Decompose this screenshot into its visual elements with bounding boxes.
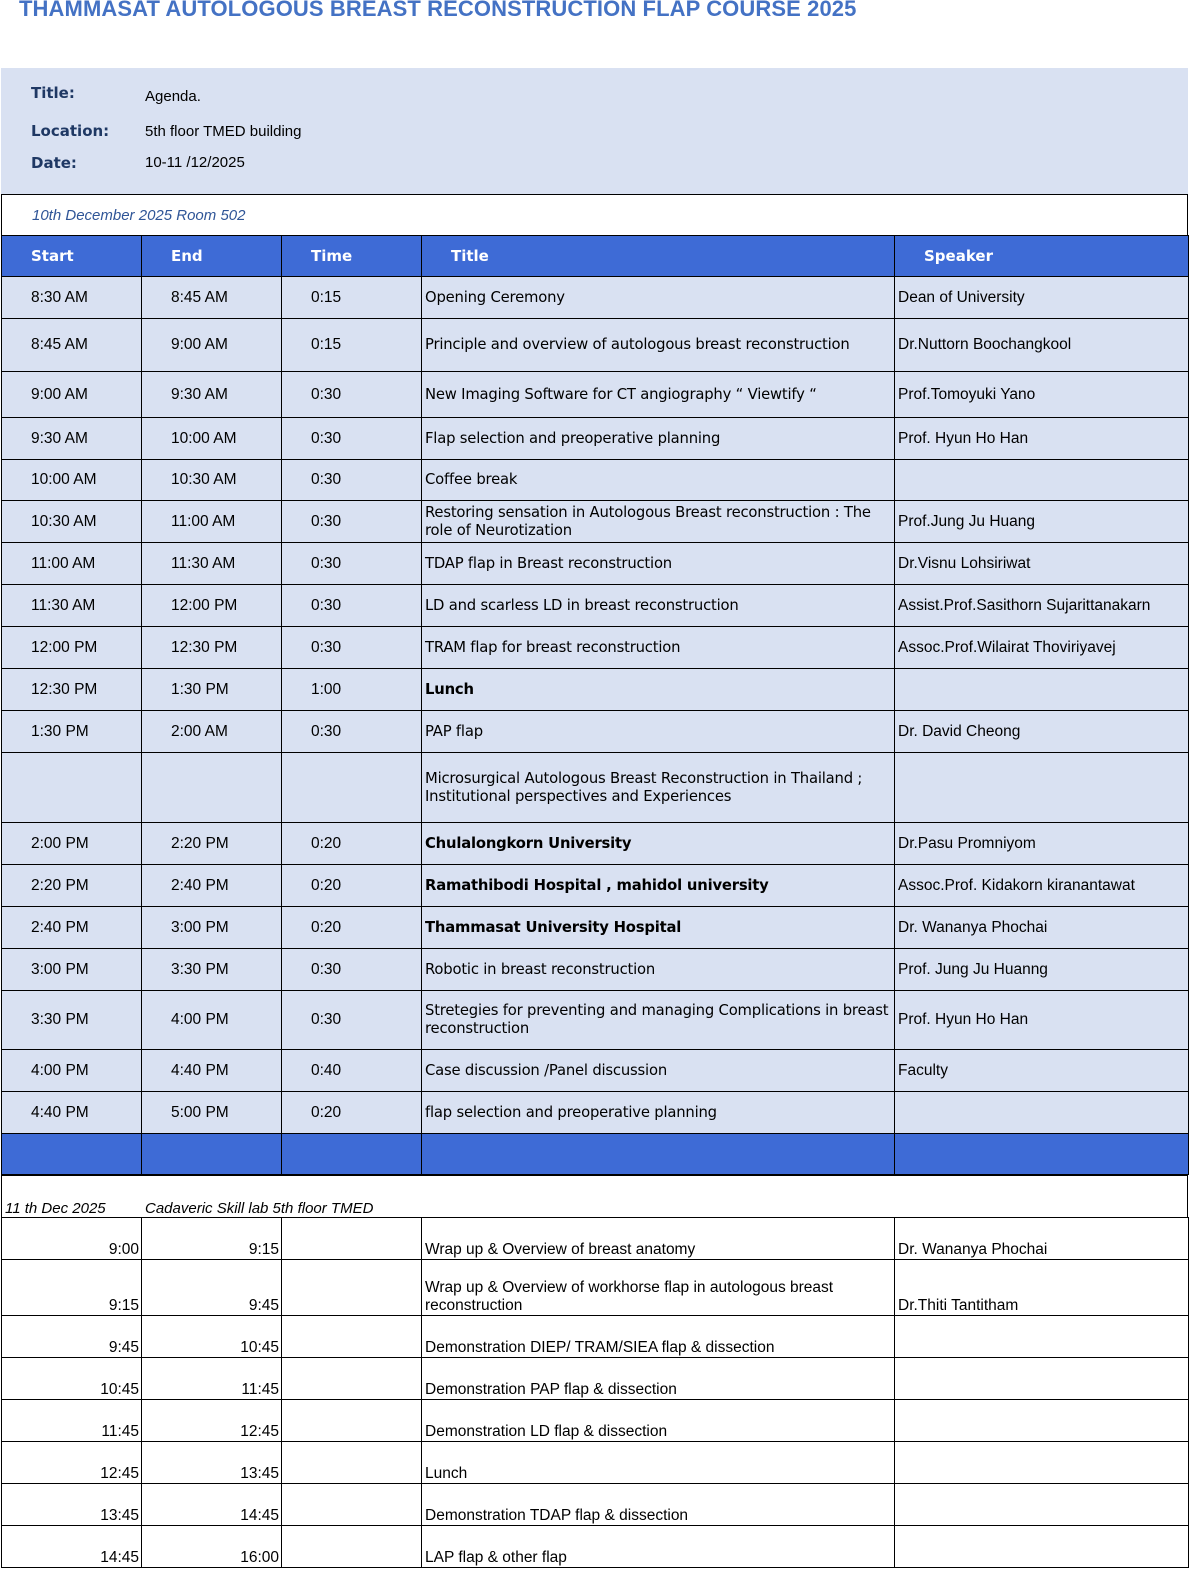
session-title-text: Opening Ceremony xyxy=(425,288,565,306)
lab-end-time: 12:45 xyxy=(142,1400,282,1442)
session-title xyxy=(422,669,895,711)
end-time xyxy=(142,949,282,991)
duration-text: 0:30 xyxy=(311,722,342,740)
end-time xyxy=(142,543,282,585)
end-time xyxy=(142,319,282,372)
agenda-row xyxy=(2,372,1189,418)
lab-speaker: Dr.Thiti Tantitham xyxy=(895,1260,1189,1316)
speaker-name xyxy=(895,669,1189,711)
end-time xyxy=(142,753,282,823)
speaker-name-text: Prof. Hyun Ho Han xyxy=(898,429,1029,447)
end-time xyxy=(142,1092,282,1134)
lab-blank xyxy=(282,1260,422,1316)
start-time xyxy=(2,277,142,319)
duration-text: 1:00 xyxy=(311,680,342,698)
speaker-name xyxy=(895,501,1189,543)
duration-text: 0:30 xyxy=(311,638,342,656)
start-time xyxy=(2,1092,142,1134)
end-time xyxy=(142,585,282,627)
speaker-name xyxy=(895,627,1189,669)
session-title-text: Coffee break xyxy=(425,471,518,488)
session-title-text: Principle and overview of autologous breast reconstruction xyxy=(425,336,850,353)
location-label: Location: xyxy=(31,122,110,140)
session-title-text: Ramathibodi Hospital , mahidol university xyxy=(425,876,769,894)
footer-band-cell xyxy=(422,1134,895,1175)
session-title-text: Case discussion /Panel discussion xyxy=(425,1061,667,1079)
agenda-row xyxy=(2,711,1189,753)
duration-text: 0:30 xyxy=(311,471,342,488)
lab-start-time: 9:15 xyxy=(2,1260,142,1316)
day2-date: 11 th Dec 2025 xyxy=(5,1200,106,1217)
session-title xyxy=(422,907,895,949)
duration-text: 0:20 xyxy=(311,876,342,894)
day2-agenda-table xyxy=(1,1217,1189,1568)
start-time-text: 4:00 PM xyxy=(31,1061,89,1079)
end-time-text: 4:00 PM xyxy=(171,1011,229,1028)
speaker-name xyxy=(895,585,1189,627)
agenda-row xyxy=(2,753,1189,823)
end-time-text: 10:00 AM xyxy=(171,429,237,447)
speaker-name-text: Prof. Jung Ju Huanng xyxy=(898,960,1048,978)
start-time-text: 1:30 PM xyxy=(31,722,89,740)
session-title xyxy=(422,319,895,372)
session-title-text: Stretegies for preventing and managing Complications in breast reconstruction xyxy=(425,1002,889,1037)
speaker-name-text: Prof.Jung Ju Huang xyxy=(898,512,1036,530)
lab-row xyxy=(2,1218,1189,1260)
start-time-text: 9:00 AM xyxy=(31,385,88,403)
session-title xyxy=(422,1092,895,1134)
start-time xyxy=(2,460,142,501)
table-footer-band xyxy=(2,1134,1189,1175)
duration xyxy=(282,823,422,865)
agenda-row xyxy=(2,418,1189,460)
agenda-row xyxy=(2,949,1189,991)
duration xyxy=(282,991,422,1050)
day2-venue: Cadaveric Skill lab 5th floor TMED xyxy=(145,1200,374,1217)
footer-band-cell xyxy=(142,1134,282,1175)
end-time xyxy=(142,460,282,501)
start-time-text: 3:30 PM xyxy=(31,1011,89,1028)
lab-title: Demonstration LD flap & dissection xyxy=(422,1400,895,1442)
start-time-text: 2:00 PM xyxy=(31,834,89,852)
start-time-text: 11:30 AM xyxy=(31,596,96,614)
session-title xyxy=(422,418,895,460)
speaker-name-text: Dr.Visnu Lohsiriwat xyxy=(898,554,1031,572)
lab-title: Demonstration DIEP/ TRAM/SIEA flap & dissection xyxy=(422,1316,895,1358)
start-time xyxy=(2,372,142,418)
end-time-text: 9:00 AM xyxy=(171,336,228,353)
duration xyxy=(282,949,422,991)
session-title xyxy=(422,823,895,865)
session-title-text: New Imaging Software for CT angiography “ Viewtify “ xyxy=(425,385,817,403)
session-title-text: Lunch xyxy=(425,680,474,698)
session-title-text: TRAM flap for breast reconstruction xyxy=(425,638,681,656)
session-title xyxy=(422,991,895,1050)
session-title xyxy=(422,1050,895,1092)
location-value: 5th floor TMED building xyxy=(145,123,302,140)
end-time xyxy=(142,711,282,753)
speaker-name xyxy=(895,991,1189,1050)
start-time xyxy=(2,865,142,907)
lab-start-time: 11:45 xyxy=(2,1400,142,1442)
end-time-text: 4:40 PM xyxy=(171,1061,229,1079)
end-time-text: 3:30 PM xyxy=(171,960,229,978)
end-time-text: 1:30 PM xyxy=(171,680,229,698)
agenda-row xyxy=(2,460,1189,501)
start-time xyxy=(2,823,142,865)
end-time-text: 12:30 PM xyxy=(171,638,238,656)
lab-start-time: 13:45 xyxy=(2,1484,142,1526)
session-title-text: flap selection and preoperative planning xyxy=(425,1103,717,1121)
speaker-name xyxy=(895,543,1189,585)
lab-row xyxy=(2,1260,1189,1316)
col-header-title: Title xyxy=(422,236,895,277)
end-time-text: 10:30 AM xyxy=(171,471,237,488)
speaker-name-text: Dr.Pasu Promniyom xyxy=(898,834,1036,852)
page-title: THAMMASAT AUTOLOGOUS BREAST RECONSTRUCTION FLAP COURSE 2025 xyxy=(19,0,857,21)
lab-blank xyxy=(282,1316,422,1358)
start-time-text: 2:40 PM xyxy=(31,918,89,936)
lab-start-time: 9:45 xyxy=(2,1316,142,1358)
lab-title: LAP flap & other flap xyxy=(422,1526,895,1568)
duration-text: 0:30 xyxy=(311,1011,342,1028)
speaker-name xyxy=(895,907,1189,949)
duration-text: 0:20 xyxy=(311,1103,342,1121)
duration xyxy=(282,669,422,711)
day1-heading: 10th December 2025 Room 502 xyxy=(32,207,246,224)
end-time xyxy=(142,1050,282,1092)
session-title xyxy=(422,460,895,501)
session-title xyxy=(422,949,895,991)
day2-heading-bar xyxy=(1,1175,1188,1217)
lab-start-time: 14:45 xyxy=(2,1526,142,1568)
start-time xyxy=(2,543,142,585)
duration xyxy=(282,585,422,627)
lab-speaker xyxy=(895,1526,1189,1568)
speaker-name-text: Assist.Prof.Sasithorn Sujarittanakarn xyxy=(898,596,1151,614)
session-title-text: LD and scarless LD in breast reconstruction xyxy=(425,596,739,614)
title-value: Agenda. xyxy=(145,88,201,105)
agenda-row xyxy=(2,501,1189,543)
speaker-name xyxy=(895,418,1189,460)
col-header-time: Time xyxy=(282,236,422,277)
col-header-start: Start xyxy=(2,236,142,277)
end-time xyxy=(142,418,282,460)
start-time-text: 4:40 PM xyxy=(31,1103,89,1121)
day1-agenda-table xyxy=(1,235,1189,1175)
end-time-text: 2:00 AM xyxy=(171,722,228,740)
speaker-name-text: Prof. Hyun Ho Han xyxy=(898,1011,1029,1028)
session-title xyxy=(422,277,895,319)
duration-text: 0:15 xyxy=(311,336,342,353)
lab-speaker xyxy=(895,1400,1189,1442)
session-title xyxy=(422,711,895,753)
lab-row xyxy=(2,1316,1189,1358)
speaker-name xyxy=(895,372,1189,418)
lab-blank xyxy=(282,1442,422,1484)
footer-band-cell xyxy=(895,1134,1189,1175)
session-title-text: TDAP flap in Breast reconstruction xyxy=(425,554,672,572)
duration xyxy=(282,711,422,753)
lab-row xyxy=(2,1400,1189,1442)
speaker-name xyxy=(895,1050,1189,1092)
lab-title: Lunch xyxy=(422,1442,895,1484)
speaker-name-text: Dean of University xyxy=(898,288,1025,306)
session-title-text: PAP flap xyxy=(425,722,483,740)
agenda-row xyxy=(2,543,1189,585)
title-label: Title: xyxy=(31,84,75,102)
lab-row xyxy=(2,1358,1189,1400)
speaker-name xyxy=(895,319,1189,372)
session-title xyxy=(422,753,895,823)
agenda-row xyxy=(2,907,1189,949)
duration xyxy=(282,753,422,823)
duration xyxy=(282,460,422,501)
speaker-name xyxy=(895,1092,1189,1134)
lab-end-time: 14:45 xyxy=(142,1484,282,1526)
speaker-name xyxy=(895,460,1189,501)
lab-title: Demonstration PAP flap & dissection xyxy=(422,1358,895,1400)
lab-start-time: 10:45 xyxy=(2,1358,142,1400)
start-time xyxy=(2,753,142,823)
speaker-name-text: Assoc.Prof. Kidakorn kiranantawat xyxy=(898,876,1135,894)
start-time xyxy=(2,1050,142,1092)
lab-speaker: Dr. Wananya Phochai xyxy=(895,1218,1189,1260)
start-time xyxy=(2,627,142,669)
start-time xyxy=(2,991,142,1050)
start-time xyxy=(2,669,142,711)
start-time-text: 8:30 AM xyxy=(31,288,88,306)
duration xyxy=(282,501,422,543)
duration-text: 0:15 xyxy=(311,288,342,306)
end-time xyxy=(142,501,282,543)
lab-end-time: 13:45 xyxy=(142,1442,282,1484)
duration xyxy=(282,865,422,907)
lab-row xyxy=(2,1526,1189,1568)
duration xyxy=(282,1050,422,1092)
start-time xyxy=(2,907,142,949)
end-time xyxy=(142,865,282,907)
end-time xyxy=(142,372,282,418)
agenda-row xyxy=(2,669,1189,711)
end-time xyxy=(142,627,282,669)
session-title xyxy=(422,627,895,669)
end-time xyxy=(142,823,282,865)
lab-title: Wrap up & Overview of breast anatomy xyxy=(422,1218,895,1260)
end-time xyxy=(142,669,282,711)
end-time-text: 5:00 PM xyxy=(171,1103,229,1121)
end-time-text: 11:00 AM xyxy=(171,512,236,530)
end-time xyxy=(142,907,282,949)
lab-speaker xyxy=(895,1484,1189,1526)
session-title-text: Chulalongkorn University xyxy=(425,834,632,852)
start-time xyxy=(2,418,142,460)
speaker-name-text: Dr. Wananya Phochai xyxy=(898,918,1048,936)
lab-title: Demonstration TDAP flap & dissection xyxy=(422,1484,895,1526)
agenda-row xyxy=(2,823,1189,865)
duration xyxy=(282,319,422,372)
day1-heading-bar xyxy=(1,194,1188,235)
speaker-name-text: Assoc.Prof.Wilairat Thoviriyavej xyxy=(898,638,1116,656)
lab-title: Wrap up & Overview of workhorse flap in autologous breast reconstruction xyxy=(422,1260,895,1316)
session-title xyxy=(422,865,895,907)
session-title-text: Flap selection and preoperative planning xyxy=(425,429,721,447)
agenda-row xyxy=(2,1050,1189,1092)
agenda-row xyxy=(2,627,1189,669)
start-time-text: 12:30 PM xyxy=(31,680,98,698)
lab-row xyxy=(2,1484,1189,1526)
lab-blank xyxy=(282,1400,422,1442)
end-time-text: 3:00 PM xyxy=(171,918,229,936)
session-title-text: Microsurgical Autologous Breast Reconstruction in Thailand ; Institutional perspectives and Experiences xyxy=(425,769,863,805)
duration xyxy=(282,543,422,585)
start-time-text: 3:00 PM xyxy=(31,960,89,978)
footer-band-cell xyxy=(2,1134,142,1175)
lab-blank xyxy=(282,1218,422,1260)
duration xyxy=(282,627,422,669)
info-panel xyxy=(1,68,1188,194)
duration xyxy=(282,907,422,949)
duration xyxy=(282,418,422,460)
start-time-text: 8:45 AM xyxy=(31,336,88,353)
speaker-name xyxy=(895,277,1189,319)
lab-speaker xyxy=(895,1358,1189,1400)
start-time xyxy=(2,585,142,627)
speaker-name-text: Dr. David Cheong xyxy=(898,722,1021,740)
col-header-speaker: Speaker xyxy=(895,236,1189,277)
duration-text: 0:30 xyxy=(311,960,342,978)
session-title-text: Restoring sensation in Autologous Breast reconstruction : The role of Neurotization xyxy=(425,503,871,539)
agenda-row xyxy=(2,991,1189,1050)
lab-blank xyxy=(282,1484,422,1526)
duration-text: 0:20 xyxy=(311,834,342,852)
end-time-text: 12:00 PM xyxy=(171,596,238,614)
start-time-text: 11:00 AM xyxy=(31,554,96,572)
duration xyxy=(282,277,422,319)
start-time-text: 9:30 AM xyxy=(31,429,88,447)
date-value: 10-11 /12/2025 xyxy=(145,154,245,171)
speaker-name xyxy=(895,823,1189,865)
speaker-name xyxy=(895,865,1189,907)
agenda-row xyxy=(2,1092,1189,1134)
session-title-text: Thammasat University Hospital xyxy=(425,918,682,936)
lab-end-time: 11:45 xyxy=(142,1358,282,1400)
agenda-row xyxy=(2,319,1189,372)
start-time-text: 2:20 PM xyxy=(31,876,89,894)
speaker-name-text: Prof.Tomoyuki Yano xyxy=(898,385,1036,403)
end-time xyxy=(142,277,282,319)
duration xyxy=(282,372,422,418)
session-title xyxy=(422,585,895,627)
start-time xyxy=(2,319,142,372)
end-time-text: 2:20 PM xyxy=(171,834,229,852)
start-time-text: 12:00 PM xyxy=(31,638,98,656)
duration-text: 0:40 xyxy=(311,1061,342,1079)
lab-speaker xyxy=(895,1316,1189,1358)
start-time xyxy=(2,501,142,543)
lab-end-time: 9:45 xyxy=(142,1260,282,1316)
lab-end-time: 9:15 xyxy=(142,1218,282,1260)
lab-end-time: 10:45 xyxy=(142,1316,282,1358)
agenda-row xyxy=(2,865,1189,907)
date-label: Date: xyxy=(31,154,77,172)
session-title xyxy=(422,501,895,543)
session-title xyxy=(422,543,895,585)
end-time-text: 8:45 AM xyxy=(171,288,228,306)
end-time-text: 9:30 AM xyxy=(171,385,228,403)
session-title-text: Robotic in breast reconstruction xyxy=(425,960,656,978)
duration-text: 0:30 xyxy=(311,429,342,447)
speaker-name xyxy=(895,949,1189,991)
agenda-row xyxy=(2,277,1189,319)
footer-band-cell xyxy=(282,1134,422,1175)
lab-speaker xyxy=(895,1442,1189,1484)
end-time-text: 11:30 AM xyxy=(171,554,236,572)
speaker-name-text: Faculty xyxy=(898,1061,948,1079)
duration-text: 0:30 xyxy=(311,554,342,572)
lab-row xyxy=(2,1442,1189,1484)
duration-text: 0:30 xyxy=(311,596,342,614)
duration xyxy=(282,1092,422,1134)
start-time-text: 10:00 AM xyxy=(31,471,97,488)
duration-text: 0:20 xyxy=(311,918,342,936)
speaker-name xyxy=(895,711,1189,753)
lab-blank xyxy=(282,1526,422,1568)
start-time xyxy=(2,711,142,753)
speaker-name xyxy=(895,753,1189,823)
speaker-name-text: Dr.Nuttorn Boochangkool xyxy=(898,336,1072,353)
start-time xyxy=(2,949,142,991)
agenda-row xyxy=(2,585,1189,627)
end-time-text: 2:40 PM xyxy=(171,876,229,894)
lab-start-time: 9:00 xyxy=(2,1218,142,1260)
duration-text: 0:30 xyxy=(311,385,342,403)
col-header-end: End xyxy=(142,236,282,277)
end-time xyxy=(142,991,282,1050)
lab-end-time: 16:00 xyxy=(142,1526,282,1568)
duration-text: 0:30 xyxy=(311,512,342,530)
lab-start-time: 12:45 xyxy=(2,1442,142,1484)
session-title xyxy=(422,372,895,418)
lab-blank xyxy=(282,1358,422,1400)
start-time-text: 10:30 AM xyxy=(31,512,97,530)
